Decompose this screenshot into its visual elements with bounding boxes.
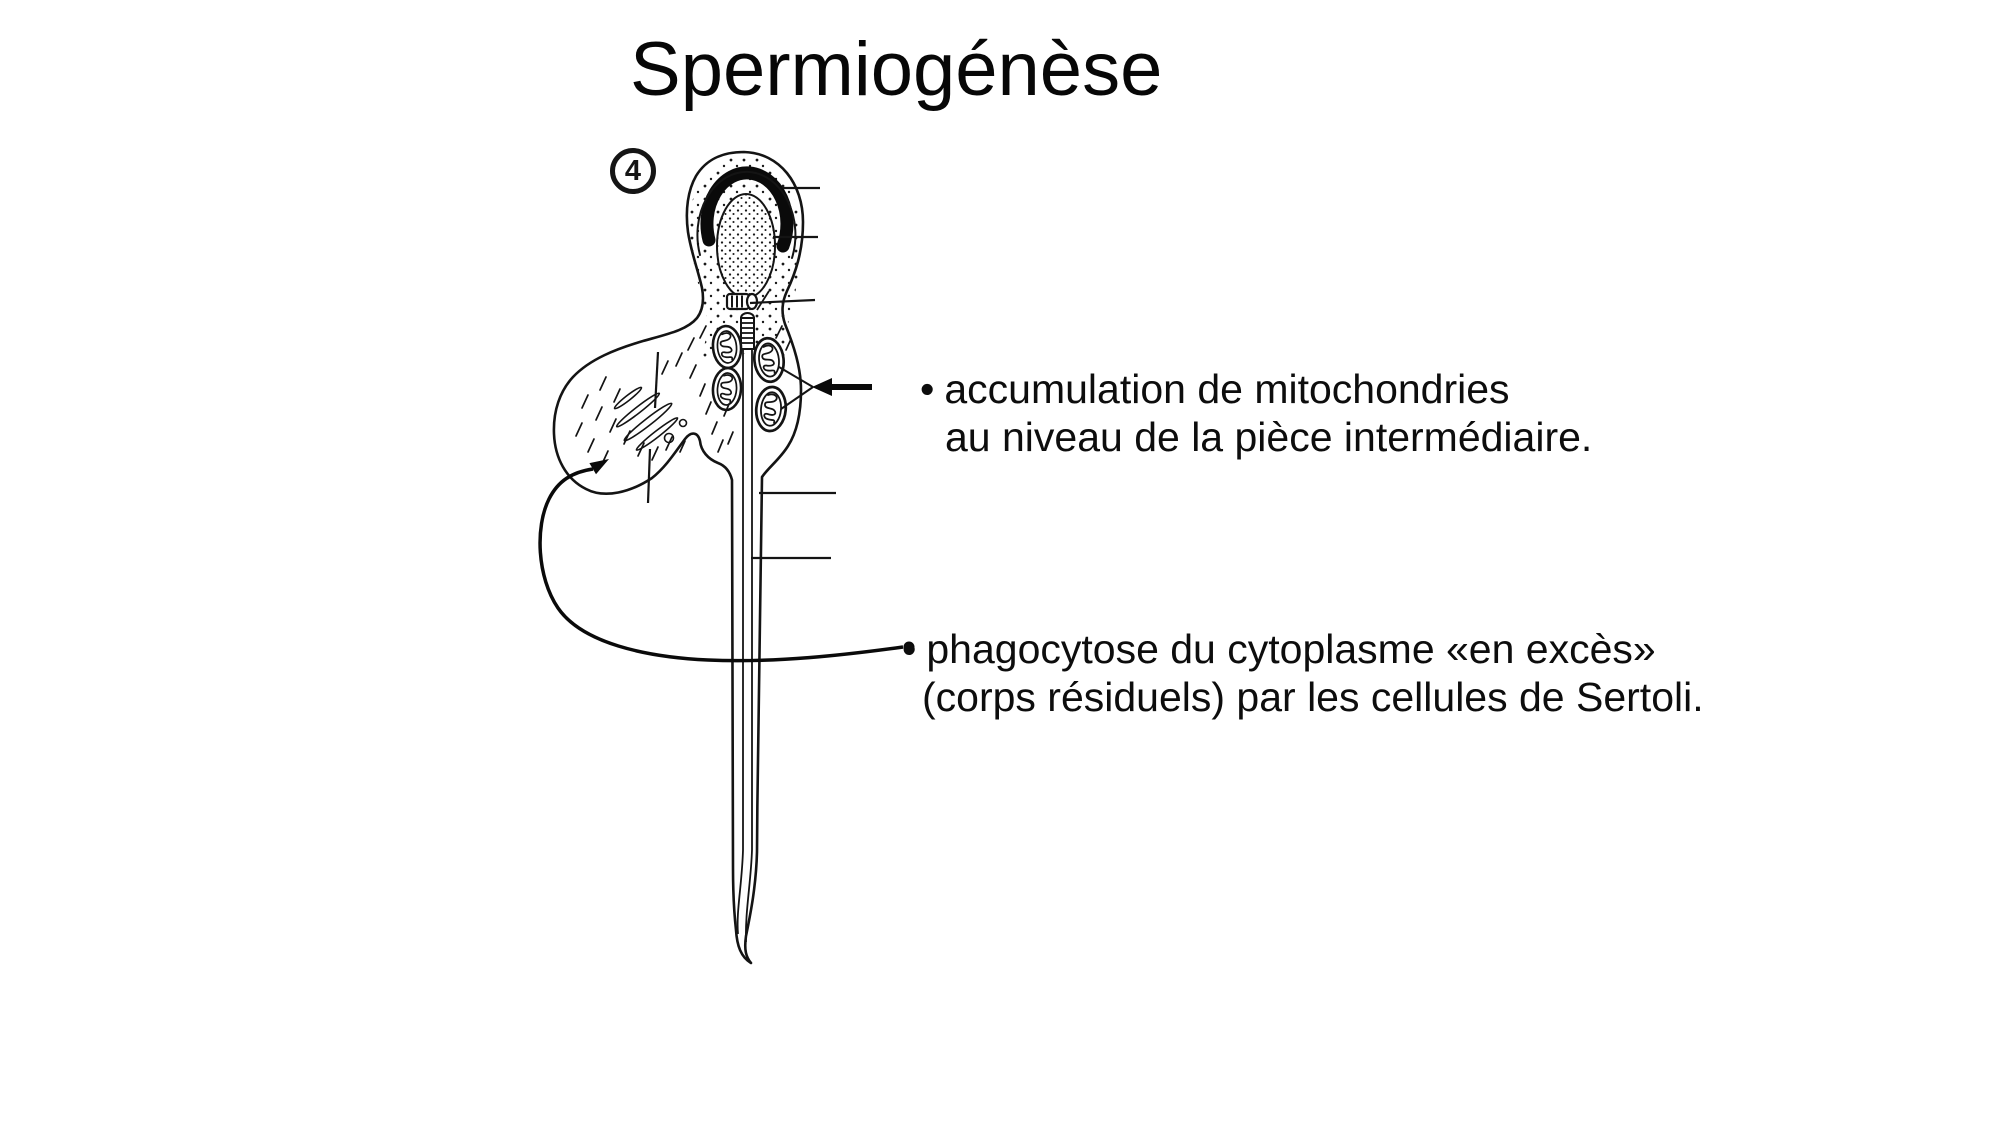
centriole bbox=[727, 294, 757, 309]
annotation-text: accumulation de mitochondries bbox=[944, 366, 1510, 412]
page-title: Spermiogénèse bbox=[630, 27, 1163, 112]
annotation-text: phagocytose du cytoplasme «en excès» bbox=[926, 626, 1656, 672]
bullet: • bbox=[920, 366, 935, 412]
bullet: • bbox=[902, 626, 917, 672]
annotation-line bbox=[920, 365, 1592, 413]
annotation-line: (corps résiduels) par les cellules de Sertoli. bbox=[922, 674, 1704, 720]
annotation-phagocytosis bbox=[902, 625, 1704, 721]
step-number: 4 bbox=[624, 154, 642, 187]
annotation-line: au niveau de la pièce intermédiaire. bbox=[945, 414, 1593, 460]
nucleus bbox=[717, 194, 775, 298]
annotation-line bbox=[902, 625, 1704, 673]
annotation-mitochondria bbox=[920, 365, 1592, 461]
